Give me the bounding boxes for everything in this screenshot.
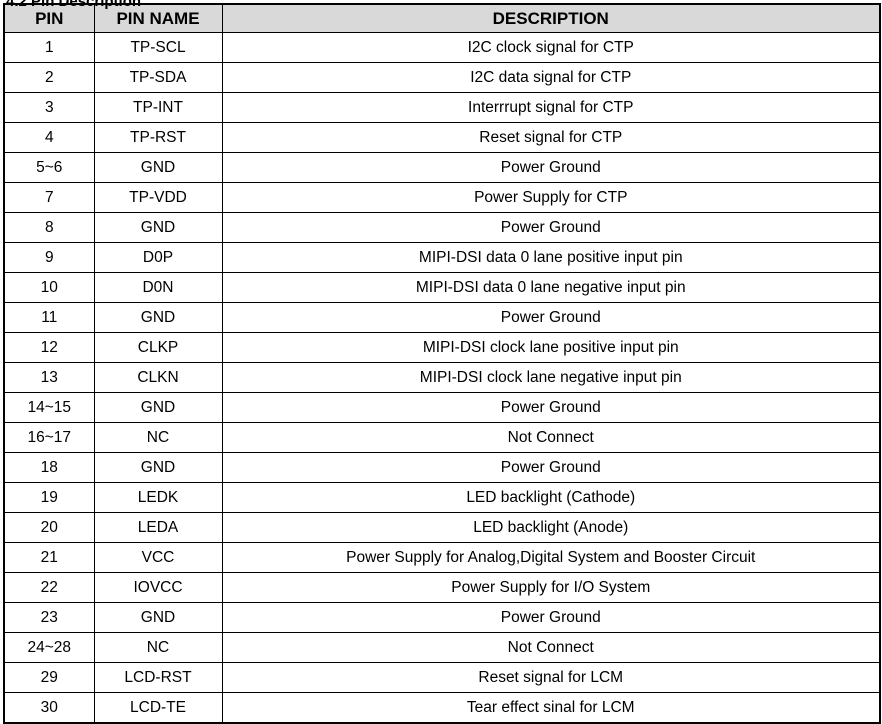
cell-pin-name: D0P — [94, 243, 222, 273]
cell-description: MIPI-DSI data 0 lane positive input pin — [222, 243, 880, 273]
table-row — [4, 303, 880, 333]
table-row — [4, 243, 880, 273]
cell-pin-name: GND — [94, 303, 222, 333]
table-row — [4, 603, 880, 633]
cell-pin: 14~15 — [4, 393, 94, 423]
cell-description: Power Ground — [222, 213, 880, 243]
cell-pin-name: TP-SCL — [94, 33, 222, 63]
cell-pin: 30 — [4, 693, 94, 724]
cell-description: Reset signal for CTP — [222, 123, 880, 153]
cell-pin: 20 — [4, 513, 94, 543]
cell-pin: 7 — [4, 183, 94, 213]
table-row — [4, 153, 880, 183]
cell-description: Power Ground — [222, 303, 880, 333]
cell-pin: 3 — [4, 93, 94, 123]
cell-pin-name: LEDA — [94, 513, 222, 543]
table-row — [4, 693, 880, 724]
cell-description: LED backlight (Cathode) — [222, 483, 880, 513]
cell-pin: 9 — [4, 243, 94, 273]
cell-pin: 23 — [4, 603, 94, 633]
cell-pin: 2 — [4, 63, 94, 93]
table-row — [4, 273, 880, 303]
table-row — [4, 363, 880, 393]
pin-description-table — [3, 3, 881, 724]
cell-pin-name: GND — [94, 453, 222, 483]
cell-pin: 11 — [4, 303, 94, 333]
cell-description: Not Connect — [222, 633, 880, 663]
cell-pin-name: LCD-RST — [94, 663, 222, 693]
cell-pin: 5~6 — [4, 153, 94, 183]
cell-description: Power Supply for CTP — [222, 183, 880, 213]
table-row — [4, 213, 880, 243]
cell-description: Power Supply for Analog,Digital System and Booster Circuit — [222, 543, 880, 573]
table-body — [4, 33, 880, 724]
table-row — [4, 333, 880, 363]
cell-description: I2C data signal for CTP — [222, 63, 880, 93]
document-page — [0, 3, 882, 714]
table-row — [4, 33, 880, 63]
cell-description: Power Ground — [222, 153, 880, 183]
section-title — [6, 0, 141, 1]
table-row — [4, 633, 880, 663]
cell-pin: 4 — [4, 123, 94, 153]
cell-pin-name: TP-VDD — [94, 183, 222, 213]
cell-description: MIPI-DSI clock lane positive input pin — [222, 333, 880, 363]
cell-pin: 18 — [4, 453, 94, 483]
cell-description: MIPI-DSI clock lane negative input pin — [222, 363, 880, 393]
column-header-description: DESCRIPTION — [222, 4, 880, 33]
table-row — [4, 93, 880, 123]
table-row — [4, 423, 880, 453]
table-row — [4, 483, 880, 513]
cell-pin-name: TP-RST — [94, 123, 222, 153]
cell-pin-name: D0N — [94, 273, 222, 303]
cell-pin: 8 — [4, 213, 94, 243]
cell-pin-name: NC — [94, 423, 222, 453]
cell-description: Tear effect sinal for LCM — [222, 693, 880, 724]
table-row — [4, 513, 880, 543]
cell-pin: 12 — [4, 333, 94, 363]
column-header-pin-name: PIN NAME — [94, 4, 222, 33]
cell-pin-name: NC — [94, 633, 222, 663]
cell-pin: 1 — [4, 33, 94, 63]
cell-pin: 16~17 — [4, 423, 94, 453]
cell-description: MIPI-DSI data 0 lane negative input pin — [222, 273, 880, 303]
cell-pin-name: LEDK — [94, 483, 222, 513]
cell-pin-name: GND — [94, 393, 222, 423]
cell-pin-name: TP-SDA — [94, 63, 222, 93]
cell-pin-name: IOVCC — [94, 573, 222, 603]
table-row — [4, 123, 880, 153]
cell-pin: 22 — [4, 573, 94, 603]
cell-pin-name: GND — [94, 153, 222, 183]
table-row — [4, 573, 880, 603]
cell-pin: 29 — [4, 663, 94, 693]
cell-description: Reset signal for LCM — [222, 663, 880, 693]
cell-pin-name: LCD-TE — [94, 693, 222, 724]
cell-description: Interrrupt signal for CTP — [222, 93, 880, 123]
table-row — [4, 63, 880, 93]
cell-pin: 13 — [4, 363, 94, 393]
cell-pin-name: GND — [94, 603, 222, 633]
table-row — [4, 183, 880, 213]
cell-pin-name: CLKN — [94, 363, 222, 393]
cell-pin: 10 — [4, 273, 94, 303]
column-header-pin: PIN — [4, 4, 94, 33]
cell-pin: 21 — [4, 543, 94, 573]
cell-pin-name: TP-INT — [94, 93, 222, 123]
cell-description: Not Connect — [222, 423, 880, 453]
cell-pin: 24~28 — [4, 633, 94, 663]
cell-description: Power Supply for I/O System — [222, 573, 880, 603]
cell-description: LED backlight (Anode) — [222, 513, 880, 543]
cell-pin-name: VCC — [94, 543, 222, 573]
cell-pin-name: GND — [94, 213, 222, 243]
table-row — [4, 393, 880, 423]
table-row — [4, 543, 880, 573]
table-row — [4, 663, 880, 693]
cell-pin-name: CLKP — [94, 333, 222, 363]
cell-description: Power Ground — [222, 603, 880, 633]
cell-description: Power Ground — [222, 453, 880, 483]
cell-pin: 19 — [4, 483, 94, 513]
cell-description: Power Ground — [222, 393, 880, 423]
cell-description: I2C clock signal for CTP — [222, 33, 880, 63]
table-row — [4, 453, 880, 483]
